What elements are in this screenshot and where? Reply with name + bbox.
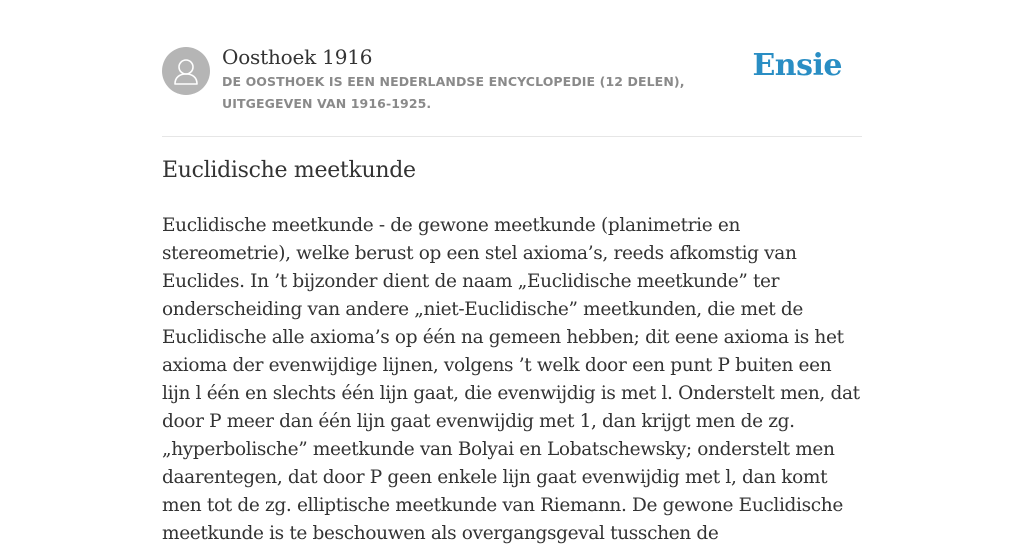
avatar[interactable]	[162, 47, 210, 95]
page	[162, 0, 862, 544]
source-title[interactable]: Oosthoek 1916	[222, 45, 373, 69]
source-header	[162, 0, 862, 137]
source-description: DE OOSTHOEK IS EEN NEDERLANDSE ENCYCLOPEDIE (12 DELEN), UITGEGEVEN VAN 1916-1925.	[222, 74, 685, 111]
article-title: Euclidische meetkunde	[162, 158, 416, 183]
user-icon	[162, 47, 210, 95]
article-body: Euclidische meetkunde - de gewone meetkunde (planimetrie en stereometrie), welke berust op een stel axioma’s, reeds afkomstig van Euclides. In ’t bijzonder dient de naam „Euclidische meetkunde” ter onderscheiding van andere „niet-Euclidische” meetkunden, die met de Euclidische alle axioma’s op één na gemeen hebben; dit eene axioma is het axioma der evenwijdige lijnen, volgens ’t welk door een punt P buiten een lijn l één en slechts één lijn gaat, die evenwijdig is met l. Onderstelt men, dat door P meer dan één lijn gaat evenwijdig met 1, dan krijgt men de zg. „hyperbolische” meetkunde van Bolyai en Lobatschewsky; onderstelt men daarentegen, dat door P geen enkele lijn gaat evenwijdig met l, dan komt men tot de zg. elliptische meetkunde van Riemann. De gewone Euclidische meetkunde is te beschouwen als overgangsgeval tusschen de	[162, 215, 860, 544]
brand-logo[interactable]: Ensie	[752, 48, 842, 83]
